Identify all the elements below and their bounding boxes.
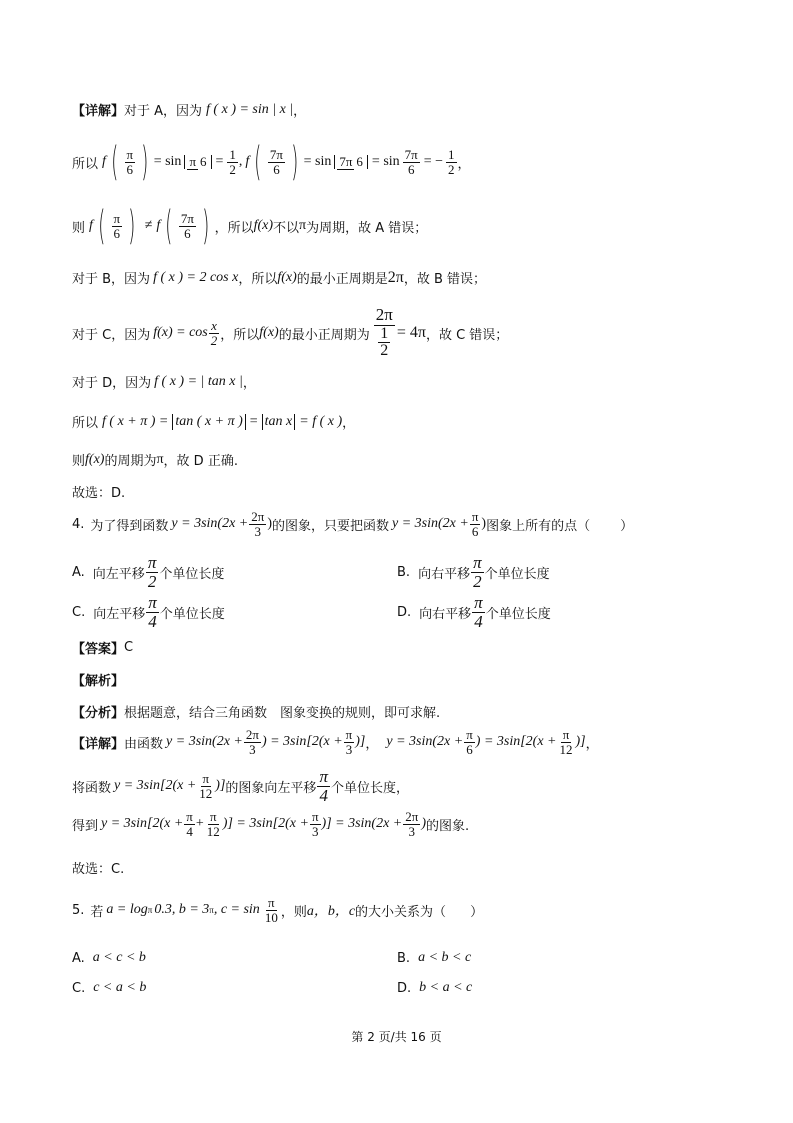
math-expr: f ( x + π ) = — [102, 413, 169, 429]
frac-den: 6 — [113, 225, 121, 241]
frac-num: 1 — [380, 324, 389, 342]
line-6 — [72, 372, 256, 391]
punct: ， — [457, 156, 471, 172]
fraction-pi-3 — [310, 810, 321, 838]
text-guxuan: 故选：D. — [72, 486, 126, 501]
option-text: b < a < c — [419, 980, 473, 995]
paren-close: ) — [291, 139, 299, 185]
frac-den: 6 — [466, 741, 473, 757]
text: ，故 D 正确. — [163, 454, 238, 469]
fraction-pi-6 — [464, 728, 475, 756]
math-expr: = f ( x ) — [299, 413, 343, 429]
fraction-pi-6 — [112, 212, 123, 240]
frac-num: 2π — [245, 727, 259, 742]
fraction-pi-12 — [197, 772, 214, 800]
frac-den: 2 — [380, 342, 389, 360]
math-expr: )] = 3sin[2(x + — [222, 816, 309, 832]
option-text: 向左平移 — [92, 566, 145, 582]
frac-den: 3 — [345, 741, 353, 757]
option-unit: 个单位长度 — [159, 566, 225, 582]
fenxi-text: 根据题意，结合三角函数 图象变换的规则，即可求解. — [124, 706, 441, 721]
frac-num: π — [562, 727, 570, 742]
frac-num: 7π — [404, 146, 418, 162]
math-eq-minus: = − — [423, 154, 444, 169]
option-unit: 个单位长度 — [485, 606, 551, 622]
frac-den: 4 — [186, 823, 193, 839]
option-text: 向右平移 — [419, 606, 472, 622]
text: 的图象向左平移 — [225, 780, 317, 796]
xiangjie-line — [72, 728, 599, 756]
option-label: A. — [72, 950, 85, 966]
frac-num: 2π — [405, 809, 419, 824]
math-neq: ≠ — [144, 218, 153, 233]
frac-num: π — [113, 210, 121, 226]
fraction-2pi-over-half — [374, 306, 395, 360]
math-paren: ) — [481, 516, 487, 532]
fraction-pi-6 — [470, 510, 481, 538]
text-suoyi: 所以 — [72, 156, 99, 172]
text: 由函数 — [124, 736, 164, 752]
text: 对于 C，因为 — [72, 327, 151, 343]
text: 为了得到函数 — [90, 518, 169, 534]
frac-num: 7π — [339, 154, 353, 170]
math-expr: , c = sin — [213, 902, 260, 918]
abs-fraction-7pi-6 — [334, 155, 368, 169]
jiang-line — [72, 768, 409, 805]
fraction-2pi-3 — [244, 728, 261, 756]
guxuan-line — [72, 858, 124, 877]
fraction-pi-12 — [558, 728, 575, 756]
fraction-pi-4 — [146, 594, 159, 631]
text: ） — [470, 904, 484, 920]
math-expr: ) = 3sin[2(x + — [475, 734, 557, 750]
frac-den: 2 — [448, 161, 455, 177]
math-fx: f(x) — [259, 325, 279, 341]
line-3 — [72, 203, 428, 249]
text: ，所以 — [214, 220, 254, 236]
fraction-x-2 — [209, 319, 220, 347]
q5-option-c — [72, 980, 146, 996]
page-footer: 第 2 页/共 16 页 — [351, 1030, 442, 1044]
frac-num: π — [202, 771, 210, 787]
math-expr: )] — [355, 734, 366, 750]
text: 若 — [90, 904, 104, 920]
answer-value: C — [124, 640, 134, 655]
math-eq: = — [249, 413, 258, 429]
option-c — [72, 594, 225, 631]
detail-a-line — [72, 100, 306, 119]
frac-num: π — [311, 809, 319, 824]
option-label: B. — [397, 950, 411, 966]
math-expr: a = log — [106, 902, 148, 918]
frac-den: 6 — [200, 154, 207, 170]
frac-den: 2 — [147, 571, 157, 591]
line-4 — [72, 268, 486, 287]
math-subscript: π — [147, 905, 153, 916]
option-label: A. — [72, 564, 85, 580]
text: ，故 C 错误； — [425, 327, 509, 343]
text: 则 — [72, 454, 86, 469]
question-number: 4. — [72, 516, 85, 532]
detail-tag: 【详解】 — [72, 736, 125, 752]
frac-den: 12 — [559, 741, 573, 757]
math-plus: + — [195, 816, 204, 832]
frac-den: 2 — [473, 571, 482, 591]
math-vars: a，b，c — [306, 904, 356, 920]
math-expr: y = 3sin[2(x + — [101, 816, 184, 832]
math-eq-sin: = sin — [153, 154, 182, 169]
frac-den: 4 — [148, 611, 157, 631]
text: 得到 — [72, 818, 99, 834]
fraction-pi-3 — [344, 728, 355, 756]
paren-open: ( — [254, 139, 262, 185]
fraction-1-2 — [446, 148, 457, 176]
frac-den: 4 — [319, 785, 328, 805]
frac-num: π — [474, 593, 483, 612]
answer-tag: 【答案】 — [72, 642, 125, 657]
math-expr: )] — [215, 778, 226, 794]
frac-num: 7π — [180, 210, 194, 226]
text: 的周期为 — [104, 454, 157, 469]
punct: ， — [585, 736, 599, 752]
frac-num: π — [147, 553, 157, 572]
frac-num: 1 — [229, 146, 236, 162]
frac-den: 3 — [311, 823, 319, 839]
text: ，故 B 错误； — [403, 272, 487, 287]
paren-close: ) — [202, 203, 210, 249]
frac-den: 12 — [199, 785, 213, 801]
option-text: a < b < c — [418, 950, 472, 965]
fraction-7pi-6 — [179, 212, 196, 240]
option-label: B. — [397, 564, 411, 580]
math-abs-tan: tan ( x + π ) — [172, 414, 245, 430]
frac-den: 6 — [273, 161, 280, 177]
answer-line — [72, 638, 133, 657]
frac-den: 2 — [229, 161, 236, 177]
frac-num: π — [345, 727, 353, 742]
frac-den: 2 — [210, 332, 218, 348]
paren-open: ( — [98, 203, 106, 249]
q5-option-b — [397, 950, 471, 966]
option-a — [72, 554, 224, 591]
option-d — [397, 594, 551, 631]
q5-option-d — [397, 980, 472, 996]
frac-den: 10 — [264, 909, 278, 925]
formula-fx-cos: f(x) = cos — [153, 325, 208, 341]
text: ，则 — [280, 904, 307, 920]
text: 为周期，故 A 错误； — [306, 220, 428, 236]
fraction-2pi-3 — [403, 810, 420, 838]
line-9 — [72, 482, 125, 501]
frac-num: π — [189, 154, 197, 170]
fraction-1-2 — [378, 326, 390, 361]
option-label: D. — [397, 604, 412, 620]
text: ，所以 — [238, 272, 278, 287]
text: ） — [620, 518, 634, 534]
fraction-pi-2 — [471, 554, 484, 591]
text: 的图象. — [426, 818, 470, 834]
math-superscript: π — [209, 905, 214, 916]
fraction-pi-6 — [125, 148, 136, 176]
option-label: D. — [397, 980, 412, 996]
math-fx: f(x) — [85, 451, 105, 467]
frac-num: π — [186, 809, 193, 824]
text: ，所以 — [220, 327, 260, 343]
question-5 — [72, 896, 483, 924]
paren-open: ( — [111, 139, 119, 185]
text-guxuan: 故选：C. — [72, 862, 125, 877]
math-fx: f(x) — [277, 269, 297, 285]
frac-den: 6 — [356, 154, 363, 170]
line-2: 所以 f ( $\frac{\pi}{6}$ ) = sin π 6 = $\frac{1}{2}$ , f ( $\frac{7\pi}{6}$ ) = sin 7π 6 = sin $\frac{7\pi}{6}$ = − $\frac{1}{2}$ ， — [72, 139, 471, 185]
text: 所以 — [72, 416, 99, 431]
line-5 — [72, 306, 508, 360]
math-eq-sin: = sin — [371, 154, 400, 169]
paren-close: ) — [141, 139, 149, 185]
paren-close: ) — [128, 203, 136, 249]
math-f: f — [245, 154, 250, 169]
frac-num: π — [466, 727, 473, 742]
fraction-pi-10 — [263, 896, 280, 924]
option-text: a < c < b — [92, 950, 146, 965]
frac-num: π — [473, 553, 482, 572]
math-paren: ) — [267, 516, 272, 532]
frac-den: 6 — [184, 225, 191, 241]
frac-den: 6 — [126, 161, 134, 177]
comma: , — [238, 154, 243, 169]
frac-den: 3 — [249, 741, 256, 757]
math-expr: y = 3sin(2x + — [171, 516, 249, 532]
punct: ， — [365, 736, 379, 752]
frac-num: π — [126, 146, 134, 162]
text-ze: 则 — [72, 220, 86, 236]
math-pi: π — [299, 218, 307, 233]
option-text: c < a < b — [93, 980, 147, 995]
frac-den: 4 — [474, 611, 483, 631]
math-expr: )] = 3sin(2x + — [321, 816, 403, 832]
dedao-line — [72, 810, 469, 838]
option-text: 向左平移 — [93, 606, 146, 622]
frac-num: 1 — [448, 146, 455, 162]
frac-num: π — [209, 809, 217, 824]
abs-fraction-pi-6 — [184, 155, 211, 169]
frac-num: π — [268, 895, 275, 910]
punct: ， — [342, 416, 356, 431]
text: 的最小正周期是 — [296, 272, 388, 287]
frac-den: 6 — [407, 161, 415, 177]
math-expr: )] — [575, 734, 586, 750]
fraction-2pi-3 — [249, 510, 266, 538]
detail-tag: 【详解】 — [72, 104, 125, 119]
fraction-1-2 — [227, 148, 238, 176]
fraction-pi-12 — [205, 810, 222, 838]
formula-fx-tan-abs: f ( x ) = | tan x | — [154, 373, 243, 389]
math-expr: 0.3, b = 3 — [154, 902, 210, 918]
fraction-pi-2 — [146, 554, 159, 591]
math-expr: y = 3sin[2(x + — [114, 778, 197, 794]
fenxi-line — [72, 702, 440, 721]
text: 个单位长度， — [330, 780, 409, 796]
fraction-7pi-6 — [268, 148, 285, 176]
math-expr: ) = 3sin[2(x + — [261, 734, 343, 750]
frac-den: 3 — [408, 823, 416, 839]
text: 的图象，只要把函数 — [272, 518, 390, 534]
math-abs-tan: tan x — [262, 414, 296, 430]
formula-fx-2cos: f ( x ) = 2 cos x — [153, 269, 239, 285]
fenxi-tag: 【分析】 — [72, 706, 125, 721]
math-eq-sin: = sin — [303, 154, 332, 169]
math-expr: y = 3sin(2x + — [166, 734, 243, 750]
text: 对于 B，因为 — [72, 272, 151, 287]
option-unit: 个单位长度 — [484, 566, 550, 582]
option-label: C. — [72, 980, 86, 996]
fraction-pi-4 — [317, 768, 330, 805]
punct: ， — [242, 376, 256, 391]
text: 图象上所有的点（ — [486, 518, 591, 534]
question-4 — [72, 510, 633, 538]
frac-num: π — [148, 593, 157, 612]
paren-open: ( — [165, 203, 173, 249]
math-f: f — [89, 218, 93, 233]
frac-num: 2π — [251, 509, 265, 524]
math-expr: ) — [421, 816, 426, 832]
frac-num: x — [211, 318, 217, 333]
frac-den: 6 — [471, 523, 479, 539]
text: 不以 — [273, 220, 300, 236]
frac-num: π — [471, 509, 479, 524]
frac-num: 7π — [269, 146, 283, 162]
punct: ， — [293, 104, 307, 119]
analysis-line — [72, 670, 124, 689]
math-pi: π — [156, 451, 164, 467]
text: 的大小关系为（ — [355, 904, 447, 920]
fraction-pi-4 — [472, 594, 485, 631]
detail-a-lead: 对于 A，因为 — [124, 104, 203, 119]
q5-option-a — [72, 950, 146, 966]
formula-fx-sin-abs: f ( x ) = sin | x | — [206, 101, 294, 117]
frac-num: π — [319, 767, 328, 786]
option-b — [397, 554, 550, 591]
math-eq-4pi: = 4π — [396, 324, 426, 342]
option-unit: 个单位长度 — [159, 606, 225, 622]
analysis-tag: 【解析】 — [72, 674, 125, 689]
math-expr: y = 3sin(2x + — [386, 734, 464, 750]
frac-den: 12 — [206, 823, 220, 839]
math-f: f — [156, 218, 161, 233]
math-f: f — [102, 154, 106, 169]
math-expr: y = 3sin(2x + — [392, 516, 469, 532]
math-2pi: 2π — [387, 268, 404, 286]
text: 的最小正周期为 — [278, 327, 370, 343]
question-number: 5. — [72, 902, 85, 918]
option-label: C. — [72, 604, 86, 620]
fraction-7pi-6 — [403, 148, 420, 176]
frac-num: 2π — [375, 305, 393, 324]
math-fx: f(x) — [253, 218, 274, 233]
text: 对于 D，因为 — [72, 376, 152, 391]
text: 将函数 — [72, 780, 112, 796]
line-8 — [72, 450, 238, 469]
option-text: 向右平移 — [418, 566, 471, 582]
fraction-pi-4 — [184, 810, 195, 838]
frac-den: 3 — [254, 523, 262, 539]
line-7 — [72, 412, 355, 431]
